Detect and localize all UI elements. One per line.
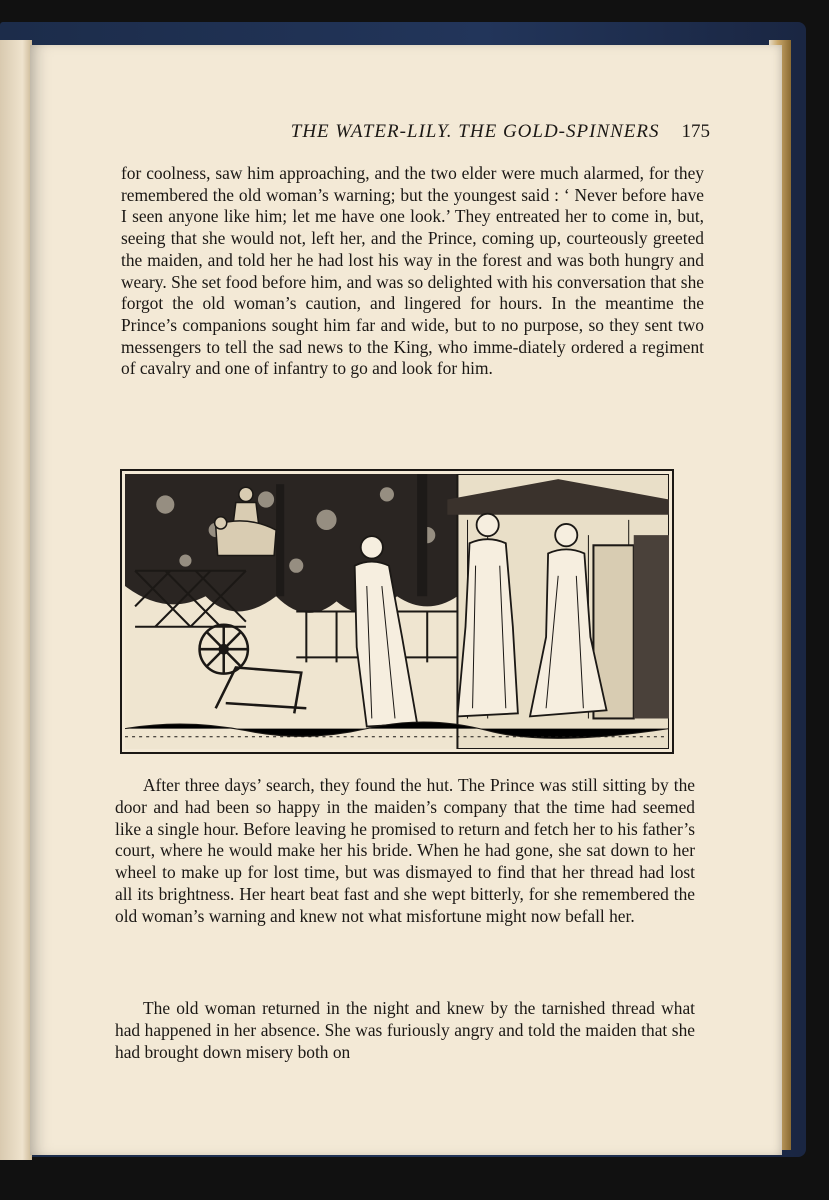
paragraph-1: for coolness, saw him approaching, and the two elder were much alarmed, for they remembered the old woman’s warning; but the youngest said : ‘ Never before have I seen anyone like him; let me have one look.’ They entreated her to come in, but, seeing that she would not, left her, and the Prince, coming up, courteously greeted the maiden, and told her he had lost his way in the forest and was both hungry and weary. She set food before him, and was so delighted with his conversation that she forgot the old woman’s caution, and lingered for hours. In the meantime the Prince’s companions sought him far and wide, but to no purpose, so they sent two messengers to tell the sad news to the King, who imme-diately ordered a regiment of cavalry and one of infantry to go and look for him. (121, 163, 704, 379)
paragraph-2: After three days’ search, they found the hut. The Prince was still sitting by the door and had been so happy in the maiden’s company that the time had seemed like a single hour. Before leaving he promised to return and fetch her to his father’s court, where he would make her his bride. When he had gone, she sat down to her wheel to make up for lost time, but was dismayed to find that her thread had lost all its brightness. Her heart beat fast and she wept bitterly, for she remembered the old woman’s warning and knew not what misfortune might now befall her. (115, 775, 695, 926)
paragraph-3: The old woman returned in the night and knew by the tarnished thread what had happened in her absence. She was furiously angry and told the maiden that she had brought down misery both on (115, 998, 695, 1062)
page-number: 175 (681, 121, 710, 142)
running-head (175, 121, 710, 149)
facing-page-edge (0, 40, 32, 1160)
woodcut-illustration (120, 469, 674, 754)
illustration-drawing (125, 474, 669, 749)
running-head-title: THE WATER-LILY. THE GOLD-SPINNERS (290, 121, 660, 142)
book-page (30, 45, 782, 1155)
